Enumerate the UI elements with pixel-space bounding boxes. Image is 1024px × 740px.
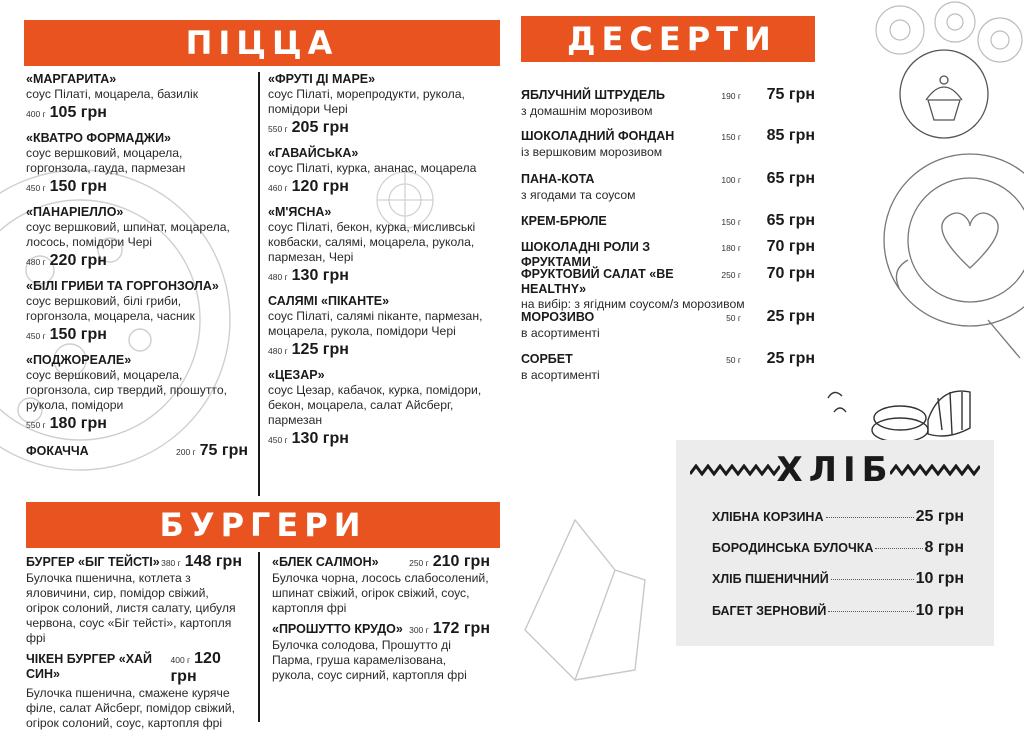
item-name: СОРБЕТ [521,352,573,366]
item-name: «ГАВАЙСЬКА» [268,146,359,160]
bread-item [712,602,964,620]
sandwich-sketch-illustration [515,510,655,710]
menu-item [272,620,490,683]
menu-item [26,205,248,270]
item-description: соус вершковий, моцарела, горгонзола, гауда, пармезан [26,146,186,175]
item-weight: 150 г [721,217,741,227]
menu-item [26,650,242,731]
item-description: Булочка пшенична, котлета з яловичини, сир, помідор свіжий, огірок солоний, листя салату, цибуля червона, соус «Біг тейсті», картопля фрі [26,571,236,645]
bread-item [712,508,964,526]
item-price: 75 грн [766,86,815,103]
menu-item [268,146,494,196]
item-weight: 150 г [721,132,741,142]
item-description: на вибір: з ягідним соусом/з морозивом [521,297,745,311]
item-price: 180 грн [49,415,107,432]
item-name: «ПАНАРІЕЛЛО» [26,205,124,219]
item-price: 172 грн [432,620,490,637]
item-price: 120 грн [170,650,221,685]
item-price: 8 грн [924,539,964,556]
item-description: соус Пілаті, салямі піканте, пармезан, моцарела, рукола, помідори Чері [268,309,483,338]
item-description: соус вершковий, білі гриби, горгонзола, моцарела, часник [26,294,195,323]
pizza-section-title: ПІЦЦА [24,20,500,66]
coffee-cup-icon [870,140,1024,360]
cupcake-plate-icon [894,44,994,144]
leader-dots [826,517,914,518]
item-price: 25 грн [915,508,964,525]
burgers-section-title: БУРГЕРИ [26,502,500,548]
item-name: ШОКОЛАДНИЙ ФОНДАН [521,129,675,143]
item-name: ЧІКЕН БУРГЕР «ХАЙ СИН» [26,652,153,681]
dessert-item [521,212,815,230]
item-weight: 50 г [726,355,741,365]
item-description: з ягодами та соусом [521,188,636,202]
dessert-item [521,86,815,119]
item-price: 205 грн [291,119,349,136]
menu-item [26,553,242,646]
item-price: 85 грн [766,127,815,144]
item-description: в асортименті [521,326,600,340]
item-weight: 460 г [268,183,288,193]
item-weight: 480 г [26,257,46,267]
item-name: ХЛІБ ПШЕНИЧНИЙ [712,572,829,586]
item-name: ПАНА-КОТА [521,172,595,186]
bread-section [676,440,994,646]
pizza-right-column [268,72,494,457]
item-price: 25 грн [766,350,815,367]
bread-item [712,570,964,588]
item-price: 10 грн [915,602,964,619]
menu-item [268,368,494,448]
item-price: 130 грн [291,267,349,284]
item-description: соус Цезар, кабачок, курка, помідори, бекон, моцарела, салат Айсберг, пармезан [268,383,482,427]
item-description: соус вершковий, шпинат, моцарела, лосось, помідори Чері [26,220,230,249]
item-name: МОРОЗИВО [521,310,595,324]
dessert-item [521,350,815,383]
zigzag-right-ornament [890,464,980,476]
menu-item [26,353,248,433]
dessert-item [521,170,815,203]
item-weight: 480 г [268,272,288,282]
item-description: Булочка чорна, лосось слабосолений, шпинат свіжий, огірок свіжий, соус, картопля фрі [272,571,489,615]
dessert-item [521,127,815,160]
item-price: 210 грн [432,553,490,570]
item-description: соус Пілаті, курка, ананас, моцарела [268,161,477,175]
desserts-section-title: ДЕСЕРТИ [521,16,815,62]
pizza-left-column [26,72,248,460]
item-weight: 180 г [721,243,741,253]
item-weight: 50 г [726,313,741,323]
item-name: ЯБЛУЧНИЙ ШТРУДЕЛЬ [521,88,665,102]
item-name: «ЦЕЗАР» [268,368,325,382]
item-description: із вершковим морозивом [521,145,663,159]
item-price: 105 грн [49,104,107,121]
item-name: ФОКАЧЧА [26,444,89,458]
item-name: ШОКОЛАДНІ РОЛИ З ФРУКТАМИ [521,240,651,269]
item-name: ФРУКТОВИЙ САЛАТ «BE HEALTHY» [521,267,674,296]
item-weight: 550 г [26,420,46,430]
item-price: 70 грн [766,265,815,282]
item-name: ХЛІБНА КОРЗИНА [712,510,824,524]
menu-item [26,72,248,122]
item-name: «ФРУТІ ДІ МАРЕ» [268,72,376,86]
item-price: 75 грн [199,442,248,459]
burgers-right-column [272,553,490,692]
item-name: САЛЯМІ «ПІКАНТЕ» [268,294,390,308]
item-description: з домашнім морозивом [521,104,653,118]
item-weight: 450 г [268,435,288,445]
bread-section-title: ХЛІБ [776,450,894,490]
item-weight: 450 г [26,331,46,341]
item-weight: 550 г [268,124,288,134]
item-name: «БІЛІ ГРИБИ ТА ГОРГОНЗОЛА» [26,279,219,293]
item-name: БАГЕТ ЗЕРНОВИЙ [712,604,827,618]
item-weight: 250 г [409,558,429,568]
item-price: 120 грн [291,178,349,195]
leader-dots [831,579,914,580]
item-price: 148 грн [184,553,242,570]
item-name: БОРОДИНСЬКА БУЛОЧКА [712,541,874,555]
item-name: КРЕМ-БРЮЛЕ [521,214,607,228]
item-description: соус вершковий, моцарела, горгонзола, сир твердий, прошутто, рукола, помідори [26,368,228,412]
leader-dots [875,548,922,549]
item-price: 10 грн [915,570,964,587]
item-name: «ПРОШУТТО КРУДО» [272,622,403,636]
leader-dots [828,611,913,612]
item-description: Булочка солодова, Прошутто ді Парма, груша карамелізована, рукола, соус сирний, картопля фрі [272,638,467,682]
bread-item [712,539,964,557]
menu-item [26,131,248,196]
item-name: «М'ЯСНА» [268,205,332,219]
menu-item-focaccia [26,442,248,460]
item-weight: 450 г [26,183,46,193]
item-description: соус Пілаті, бекон, курка, мисливські ковбаски, салямі, моцарела, рукола, пармезан, Чері [268,220,476,264]
menu-item [268,72,494,137]
item-weight: 190 г [721,91,741,101]
item-weight: 400 г [170,655,191,665]
item-price: 125 грн [291,341,349,358]
item-price: 65 грн [766,170,815,187]
item-price: 65 грн [766,212,815,229]
item-description: соус Пілаті, моцарела, базилік [26,87,199,101]
item-description: в асортименті [521,368,600,382]
menu-item [272,553,490,616]
item-name: «ПОДЖОРЕАЛЕ» [26,353,132,367]
item-price: 130 грн [291,430,349,447]
pizza-column-divider [258,72,260,496]
item-price: 25 грн [766,308,815,325]
item-price: 150 грн [49,178,107,195]
menu-item [26,279,248,344]
item-description: соус Пілаті, морепродукти, рукола, помідори Чері [268,87,465,116]
item-name: БУРГЕР «БІГ ТЕЙСТІ» [26,555,160,569]
item-price: 150 грн [49,326,107,343]
burgers-column-divider [258,552,260,722]
item-name: «МАРГАРИТА» [26,72,117,86]
item-weight: 480 г [268,346,288,356]
item-description: Булочка пшенична, смажене куряче філе, салат Айсберг, помідор свіжий, огірок солоний, соус, картопля фрі [26,686,235,730]
item-weight: 250 г [721,270,741,280]
item-weight: 300 г [409,625,429,635]
item-price: 70 грн [766,238,815,255]
item-weight: 400 г [26,109,46,119]
item-weight: 200 г [176,447,196,457]
item-weight: 380 г [161,558,181,568]
dessert-item [521,308,815,341]
menu-item [268,205,494,285]
item-price: 220 грн [49,252,107,269]
bread-loaves-icon [820,378,980,448]
item-name: «БЛЕК САЛМОН» [272,555,379,569]
dessert-item [521,265,815,312]
item-weight: 100 г [721,175,741,185]
item-name: «КВАТРО ФОРМАДЖИ» [26,131,172,145]
menu-item [268,294,494,359]
burgers-left-column [26,553,242,740]
